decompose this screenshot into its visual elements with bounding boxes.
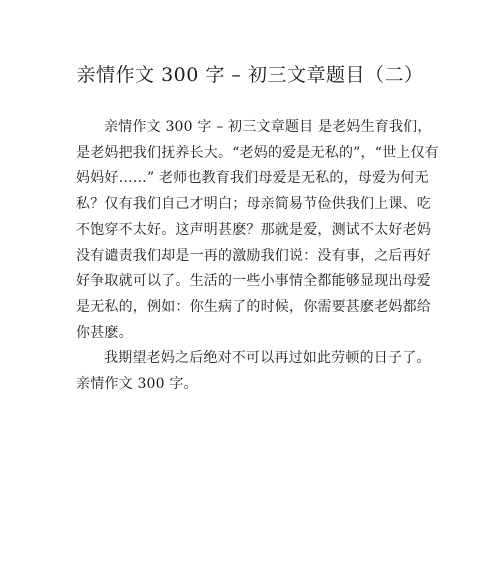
paragraph-2 — [76, 346, 430, 397]
text-line: 没有谴责我们却是一再的激励我们说：没有事，之后再好 — [76, 247, 431, 264]
text-line: 是无私的，例如：你生病了的时候，你需要甚麽老妈都给 — [76, 298, 431, 315]
text-line: 不饱穿不太好。这声明甚麽？那就是爱，测试不太好老妈 — [76, 221, 431, 238]
text-line: 我期望老妈之后绝对不可以再过如此劳顿的日子了。 — [104, 350, 431, 367]
document-title: 亲情作文 300 字 – 初三文章题目（二） — [76, 64, 424, 86]
text-line: 你甚麽。 — [76, 324, 133, 341]
text-line: 私？仅有我们自己才明白；母亲简易节俭供我们上课、吃 — [76, 196, 431, 213]
text-line: 亲情作文 300 字 – 初三文章题目 是老妈生育我们， — [104, 119, 432, 135]
text-line: 妈妈好……” 老师也教育我们母爱是无私的，母爱为何无 — [76, 170, 429, 187]
text-line: 亲情作文 300 字。 — [76, 376, 198, 393]
document-body — [76, 115, 439, 398]
paragraph-1 — [76, 115, 439, 346]
text-line: 是老妈把我们抚养长大。“老妈的爱是无私的”，“世上仅有 — [76, 144, 439, 161]
text-line: 好争取就可以了。生活的一些小事情全都能够显现出母爱 — [76, 273, 431, 290]
